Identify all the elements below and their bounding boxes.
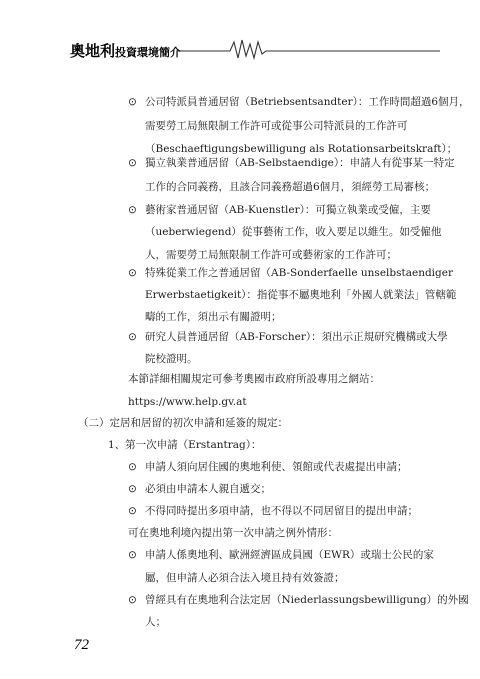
- bullet-icon: ⊙: [128, 96, 137, 108]
- item-5-line-2: 院校證明。: [145, 353, 198, 365]
- bullet-icon: ⊙: [128, 549, 137, 561]
- subsection-heading: 1、第一次申請（Erstantrag）：: [108, 439, 262, 451]
- item-5-line-1: 研究人員普通居留（AB-Forscher）：須出示正規研究機構或大學: [145, 331, 448, 343]
- header-title-main: 奧地利: [70, 42, 116, 60]
- item-1-line-1: 公司特派員普通居留（Betriebsentsandter）：工作時間超過6個月，: [145, 96, 470, 108]
- first-app-item-2: 必須由申請本人親自遞交；: [145, 483, 271, 495]
- exception-2-line-2: 人；: [145, 616, 166, 628]
- bullet-icon: ⊙: [128, 594, 137, 606]
- header-wave-rule: [178, 36, 440, 62]
- bullet-icon: ⊙: [128, 483, 137, 495]
- reference-url: https://www.help.gv.at: [128, 396, 247, 408]
- header-title-sub: 投資環境簡介: [115, 46, 182, 59]
- bullet-icon: ⊙: [128, 461, 137, 473]
- item-3-line-2: （ueberwiegend）從事藝術工作，收入要足以維生。如受僱他: [145, 226, 442, 238]
- bullet-icon: ⊙: [128, 204, 137, 216]
- exceptions-intro: 可在奧地利境內提出第一次申請之例外情形：: [128, 527, 338, 539]
- item-4-line-3: 疇的工作，須出示有關證明；: [145, 311, 282, 323]
- exception-2-line-1: 曾經具有在奧地利合法定居（Niederlassungsbewilligung）的外國: [145, 594, 469, 606]
- reference-note: 本節詳細相關規定可參考奧國市政府所設專用之網站：: [128, 373, 380, 385]
- bullet-icon: ⊙: [128, 267, 137, 279]
- first-app-item-1: 申請人須向居住國的奧地利使、領館或代表處提出申請；: [145, 461, 408, 473]
- bullet-icon: ⊙: [128, 505, 137, 517]
- item-1-line-3: （Beschaeftigungsbewilligung als Rotationsarbeitskraft）；: [145, 143, 458, 155]
- page-number: 72: [74, 637, 89, 653]
- item-4-line-1: 特殊從業工作之普通居留（AB-Sonderfaelle unselbstaendiger: [145, 267, 453, 279]
- header-title: [70, 40, 181, 61]
- bullet-icon: ⊙: [128, 331, 137, 343]
- item-3-line-1: 藝術家普通居留（AB-Kuenstler）：可獨立執業或受僱，主要: [145, 204, 431, 216]
- item-1-line-2: 需要勞工局無限制工作許可或從事公司特派員的工作許可: [145, 120, 408, 132]
- page-header: [0, 0, 480, 70]
- section-heading: （二）定居和居留的初次申請和延簽的規定：: [78, 417, 288, 429]
- exception-1-line-2: 屬，但申請人必須合法入境且持有效簽證；: [145, 572, 345, 584]
- first-app-item-3: 不得同時提出多項申請，也不得以不同居留目的提出申請；: [145, 505, 418, 517]
- item-2-line-2: 工作的合同義務，且該合同義務超過6個月，須經勞工局審核；: [145, 181, 436, 193]
- item-3-line-3: 人，需要勞工局無限制工作許可或藝術家的工作許可；: [145, 249, 397, 261]
- bullet-icon: ⊙: [128, 157, 137, 169]
- item-4-line-2: Erwerbstaetigkeit）：指從事不屬奧地利「外國人就業法」管轄範: [145, 289, 457, 301]
- item-2-line-1: 獨立執業普通居留（AB-Selbstaendige）：申請人有從事某一特定: [145, 157, 455, 169]
- exception-1-line-1: 申請人係奧地利、歐洲經濟區成員國（EWR）或瑞士公民的家: [145, 549, 434, 561]
